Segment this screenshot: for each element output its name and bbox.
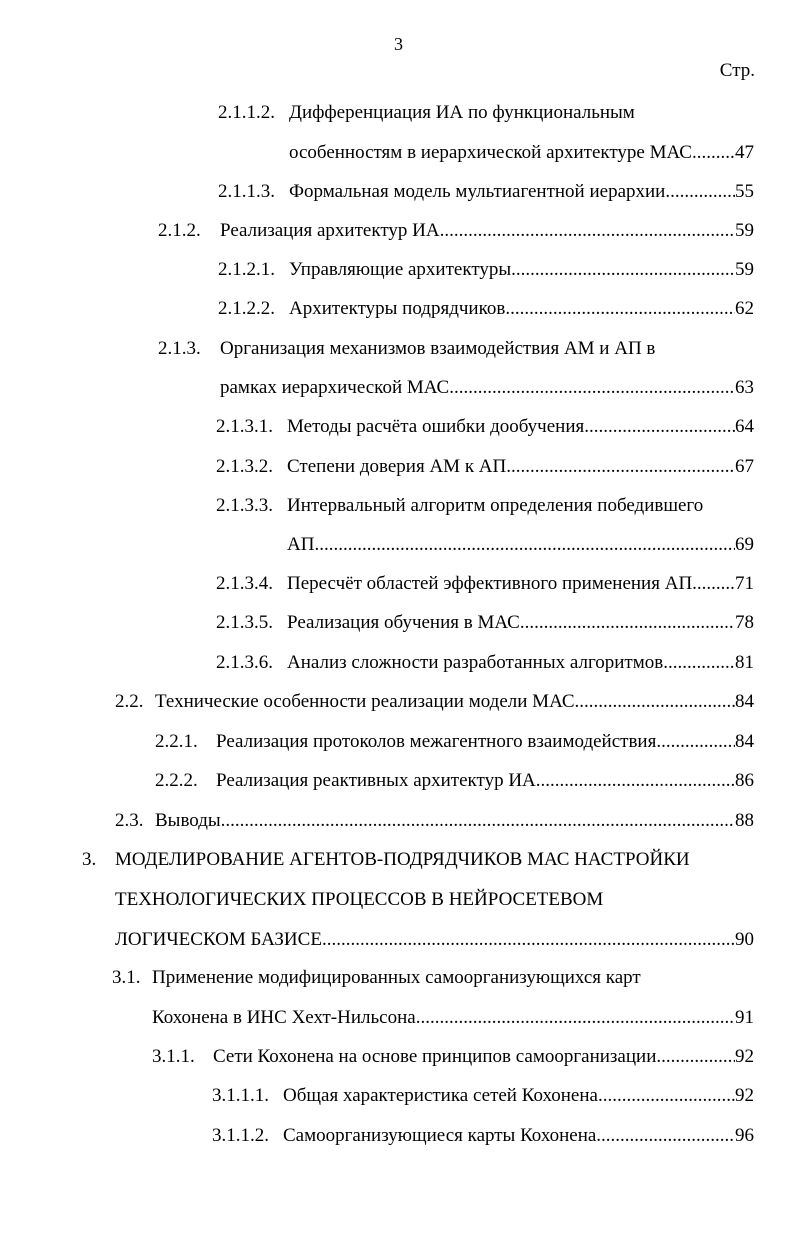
toc-dot-leader [221,809,735,833]
toc-dot-leader [511,258,735,282]
toc-entry-page: 92 [735,1085,754,1106]
toc-entry-title: Методы расчёта ошибки дообучения [287,416,585,437]
toc-entry-number: 2.1.2. [158,220,201,241]
toc-entry[interactable] [216,572,754,596]
toc-entry-title: Архитектуры подрядчиков [289,298,506,319]
toc-entry-title: Сети Кохонена на основе принципов самоорганизации [213,1046,657,1067]
page-column-label: Стр. [719,60,755,81]
toc-entry-title: ЛОГИЧЕСКОМ БАЗИСЕ [115,929,322,950]
toc-entry-number: 3.1.1. [152,1046,195,1067]
toc-dot-leader [584,415,735,439]
toc-entry-title: АП [287,534,315,555]
toc-entry-number: 2.2.1. [155,731,198,752]
toc-entry-title: Реализация обучения в МАС [287,612,520,633]
toc-entry[interactable] [218,180,754,204]
toc-dot-leader [520,611,735,635]
toc-dot-leader [505,297,735,321]
toc-entry-number: 2.2. [115,691,144,712]
toc-entry-title: Пересчёт областей эффективного применения АП [287,573,693,594]
toc-entry-page: 84 [735,731,754,752]
toc-entry[interactable] [82,848,754,950]
toc-dot-leader [598,1084,735,1108]
toc-entry-title: рамках иерархической МАС [220,377,450,398]
toc-entry-page: 91 [735,1007,754,1028]
toc-entry-page: 59 [735,220,754,241]
toc-entry-page: 69 [735,534,754,555]
toc-entry-title: Степени доверия АМ к АП [287,456,507,477]
toc-entry-title: Организация механизмов взаимодействия АМ и АП в [220,338,656,359]
toc-entry[interactable] [158,219,754,243]
toc-entry-number: 3.1.1.2. [212,1125,269,1146]
toc-entry-page: 59 [735,259,754,280]
toc-dot-leader [656,1045,735,1069]
toc-entry-page: 47 [735,142,754,163]
toc-entry-title: Реализация архитектур ИА [220,220,440,241]
toc-entry-page: 71 [735,573,754,594]
toc-entry-page: 63 [735,377,754,398]
toc-entry-number: 2.1.2.1. [218,259,275,280]
toc-entry-page: 78 [735,612,754,633]
toc-entry-title: Применение модифицированных самоорганизующихся карт [152,967,641,988]
toc-entry[interactable] [158,337,754,398]
toc-dot-leader [665,180,735,204]
toc-entry[interactable] [152,1045,754,1069]
toc-entry-number: 2.1.3. [158,338,201,359]
toc-entry-title: Дифференциация ИА по функциональным [289,102,635,123]
toc-dot-leader [449,376,735,400]
toc-entry[interactable] [216,611,754,635]
toc-entry-page: 84 [735,691,754,712]
toc-entry[interactable] [216,455,754,479]
page-number: 3 [394,34,403,54]
toc-entry[interactable] [212,1124,754,1148]
toc-entry-number: 2.2.2. [155,770,198,791]
toc-dot-leader [575,690,735,714]
toc-entry-title: Управляющие архитектуры [289,259,512,280]
toc-entry-page: 92 [735,1046,754,1067]
toc-entry[interactable] [212,1084,754,1108]
toc-entry-number: 2.1.3.2. [216,456,273,477]
toc-entry-title: Самоорганизующиеся карты Кохонена [283,1125,597,1146]
toc-entry-page: 62 [735,298,754,319]
toc-entry[interactable] [218,258,754,282]
toc-entry-number: 3.1.1.1. [212,1085,269,1106]
toc-dot-leader [656,730,735,754]
toc-dot-leader [440,219,735,243]
toc-entry-number: 2.1.1.3. [218,181,275,202]
toc-entry-title: Реализация реактивных архитектур ИА [216,770,536,791]
toc-entry-number: 2.1.3.4. [216,573,273,594]
toc-entry[interactable] [115,690,754,714]
toc-entry-number: 2.1.1.2. [218,102,275,123]
toc-entry[interactable] [155,730,754,754]
toc-entry-number: 3.1. [112,967,141,988]
toc-dot-leader [416,1006,735,1030]
toc-entry[interactable] [155,769,754,793]
toc-entry[interactable] [216,494,754,555]
toc-entry-title: МОДЕЛИРОВАНИЕ АГЕНТОВ-ПОДРЯДЧИКОВ МАС НАСТРОЙКИ [115,849,690,870]
toc-entry-page: 88 [735,810,754,831]
toc-entry-number: 2.1.3.3. [216,495,273,516]
toc-dot-leader [314,533,735,557]
toc-entry-title: Кохонена в ИНС Хехт-Нильсона [152,1007,416,1028]
toc-dot-leader [596,1124,735,1148]
toc-entry[interactable] [216,415,754,439]
toc-entry-title: Технические особенности реализации модели МАС [155,691,575,712]
toc-entry-number: 3. [82,849,97,870]
toc-entry-page: 81 [735,652,754,673]
toc-entry[interactable] [218,101,754,163]
toc-entry[interactable] [216,651,754,675]
toc-entry-page: 67 [735,456,754,477]
toc-entry-title: Формальная модель мультиагентной иерархии [289,181,666,202]
toc-entry-title: Реализация протоколов межагентного взаимодействия [216,731,657,752]
toc-entry-number: 2.1.3.5. [216,612,273,633]
toc-entry-page: 55 [735,181,754,202]
toc-entry-title: Интервальный алгоритм определения победившего [287,495,704,516]
toc-entry-number: 2.3. [115,810,144,831]
toc-dot-leader [322,928,735,952]
toc-entry-title: Анализ сложности разработанных алгоритмов [287,652,664,673]
toc-entry-title: ТЕХНОЛОГИЧЕСКИХ ПРОЦЕССОВ В НЕЙРОСЕТЕВОМ [115,889,604,910]
toc-dot-leader [692,572,735,596]
toc-entry[interactable] [218,297,754,321]
toc-dot-leader [692,141,735,165]
toc-dot-leader [536,769,735,793]
toc-entry[interactable] [112,966,754,1028]
toc-entry-page: 96 [735,1125,754,1146]
toc-entry-title: Общая характеристика сетей Кохонена [283,1085,598,1106]
toc-entry-page: 90 [735,929,754,950]
toc-entry-title: особенностям в иерархической архитектуре МАС [289,142,692,163]
toc-entry-number: 2.1.3.6. [216,652,273,673]
toc-entry[interactable] [115,809,754,833]
toc-entry-number: 2.1.3.1. [216,416,273,437]
toc-entry-title: Выводы [155,810,221,831]
toc-entry-page: 86 [735,770,754,791]
toc-dot-leader [506,455,735,479]
toc-dot-leader [663,651,735,675]
toc-entry-number: 2.1.2.2. [218,298,275,319]
toc-entry-page: 64 [735,416,754,437]
